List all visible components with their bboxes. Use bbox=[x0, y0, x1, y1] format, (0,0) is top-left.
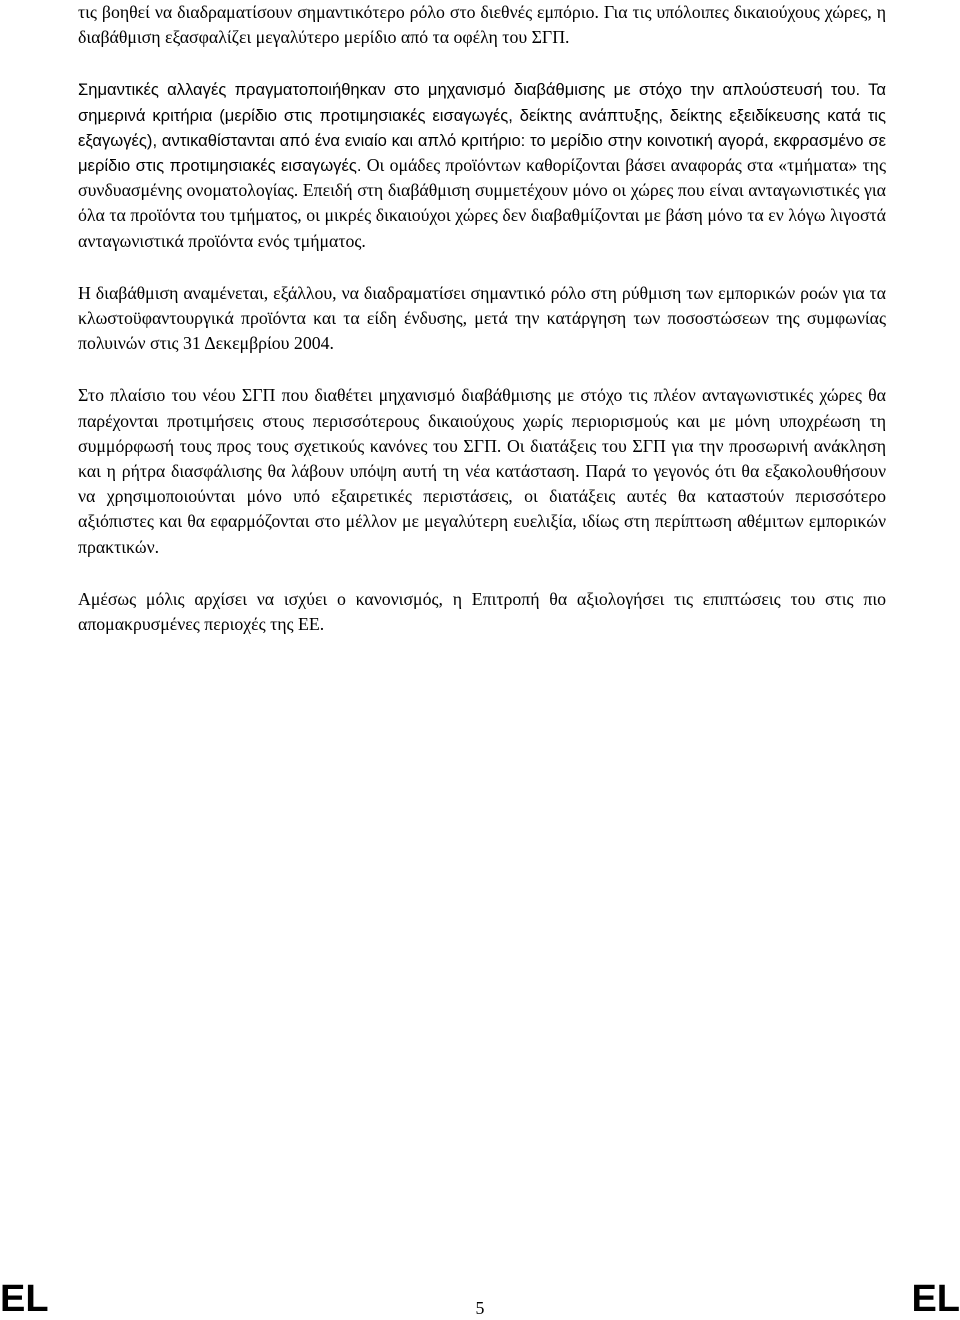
paragraph-2-sans-part: Σημαντικές αλλαγές πραγματοποιήθηκαν στο μηχανισμό διαβάθμισης με στόχο την απλούστευσή του. Τα σημερινά κριτήρια (μερίδιο στις προτιμησιακές εισαγωγές, δείκτης ανάπτυξης, δείκτης εξειδίκευσης κατά τις εξαγωγές), αντικαθίστανται από ένα ενιαίο και απλό κριτήριο: το μερίδιο στην κοινοτική αγορά, εκφρασμένο σε μερίδιο στις προτιμησιακές εισαγωγές. bbox=[78, 80, 886, 176]
paragraph-1: τις βοηθεί να διαδραματίσουν σημαντικότερο ρόλο στο διεθνές εμπόριο. Για τις υπόλοιπες δικαιούχους χώρες, η διαβάθμιση εξασφαλίζει μεγαλύτερο μερίδιο από τα οφέλη του ΣΓΠ. bbox=[78, 2, 886, 48]
paragraph-4: Στο πλαίσιο του νέου ΣΓΠ που διαθέτει μηχανισμό διαβάθμισης με στόχο τις πλέον ανταγωνιστικές χώρες θα παρέχονται προτιμήσεις στους περισσότερους δικαιούχους χωρίς περιορισμούς και με μόνη υποχρέωση τη συμμόρφωσή τους προς τους σχετικούς κανόνες του ΣΓΠ. Οι διατάξεις του ΣΓΠ για την προσωρινή ανάκληση και η ρήτρα διασφάλισης θα λάβουν υπόψη αυτή τη νέα κατάσταση. Παρά το γεγονός ότι θα εξακολουθήσουν να χρησιμοποιούνται μόνο υπό εξαιρετικές περιστάσεις, οι διατάξεις αυτές θα καταστούν περισσότερο αξιόπιστες και θα εφαρμόζονται στο μέλλον με μεγαλύτερη ευελιξία, ιδίως στη περίπτωση αθέμιτων εμπορικών πρακτικών. bbox=[78, 385, 886, 557]
paragraph-gap bbox=[78, 50, 886, 77]
paragraph-5: Αμέσως μόλις αρχίσει να ισχύει ο κανονισμός, η Επιτροπή θα αξιολογήσει τις επιπτώσεις του στις πιο απομακρυσμένες περιοχές της ΕΕ. bbox=[78, 588, 886, 635]
paragraph-3: Η διαβάθμιση αναμένεται, εξάλλου, να διαδραματίσει σημαντικό ρόλο στη ρύθμιση των εμπορικών ροών για τα κλωστοϋφαντουργικά προϊόντα και τα είδη ένδυσης, μετά την κατάργηση των ποσοστώσεων της συμφωνίας πολυινών στις 31 Δεκεμβρίου 2004. bbox=[78, 282, 886, 354]
page-number: 5 bbox=[475, 1298, 485, 1318]
footer-language-left: EL bbox=[0, 1278, 49, 1320]
paragraph-2 bbox=[78, 77, 886, 253]
paragraph-gap bbox=[78, 560, 886, 587]
paragraph-gap bbox=[78, 356, 886, 383]
document-body bbox=[78, 0, 886, 637]
paragraph-2-serif-part: Οι ομάδες προϊόντων καθορίζονται βάσει αναφοράς στα «τμήματα» της συνδυασμένης ονοματολογίας. Επειδή στη διαβάθμιση συμμετέχουν μόνο οι χώρες που είναι ανταγωνιστικές για όλα τα προϊόντα του τμήματος, οι μικρές δικαιούχοι χώρες δεν διαβαθμίζονται με βάση μόνο τα εν λόγω λιγοστά ανταγωνιστικά προϊόντα ενός τμήματος. bbox=[78, 155, 887, 251]
paragraph-gap bbox=[78, 254, 886, 281]
footer-language-right: EL bbox=[911, 1278, 960, 1320]
